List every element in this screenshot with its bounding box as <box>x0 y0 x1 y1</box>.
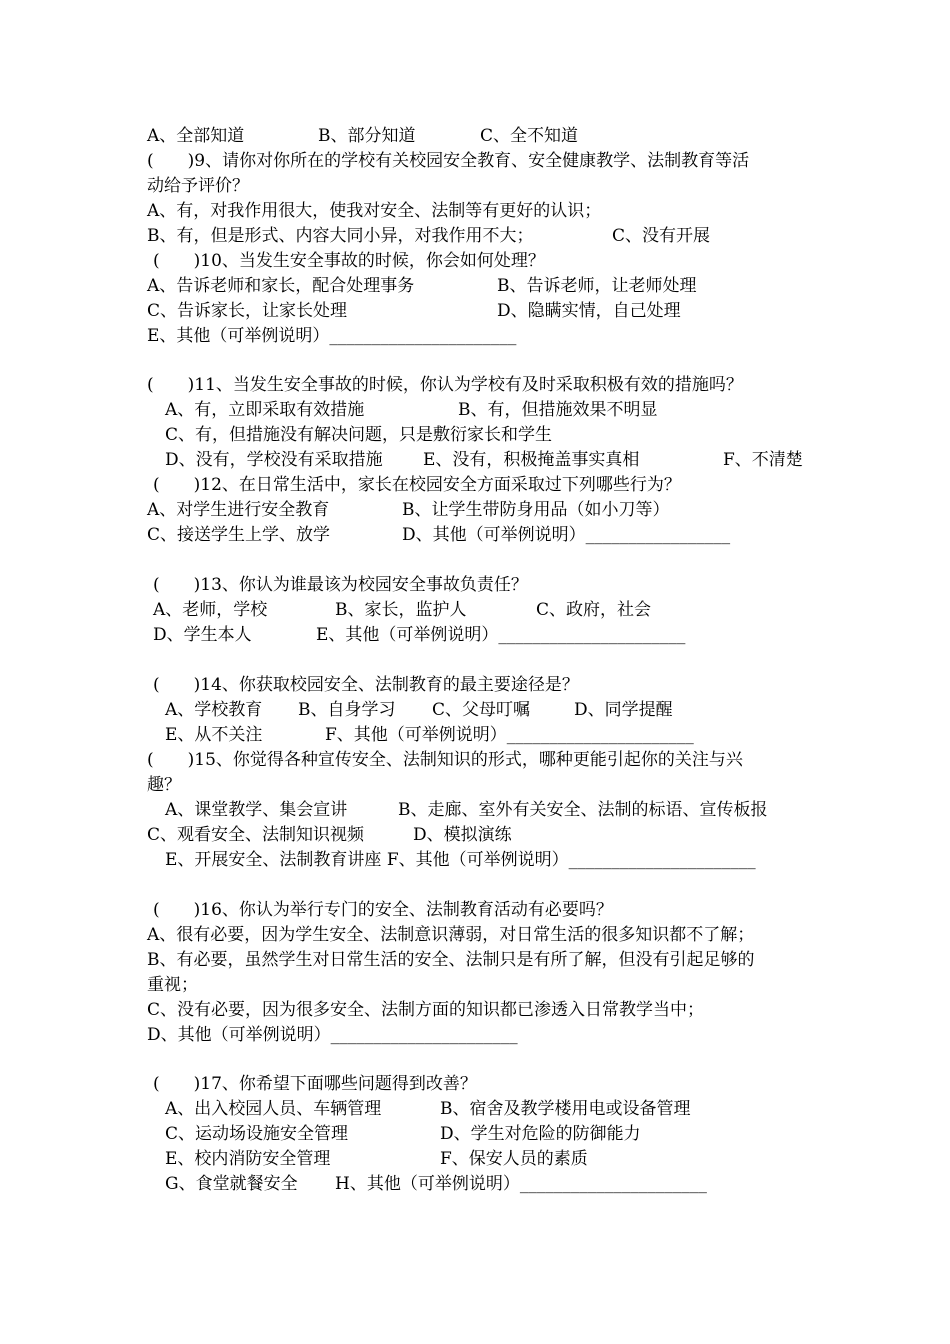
q11-option-b: B、有，但措施效果不明显 <box>458 400 658 420</box>
q17-options-cd-line <box>165 1122 641 1147</box>
q13-options-de-line <box>153 623 686 648</box>
q15-question-text-cont: 趣？ <box>147 775 181 795</box>
q8-option-a: A、全部知道 <box>147 126 245 146</box>
q12-options-ab-line <box>147 498 670 523</box>
q11-option-c: C、有，但措施没有解决问题，只是敷衍家长和学生 <box>165 425 553 445</box>
q16-option-d-line <box>147 1023 518 1048</box>
q16-option-b-cont <box>147 973 198 998</box>
q12-options-cd-line <box>147 523 731 548</box>
q17-options-gh-line <box>165 1172 707 1197</box>
q13-options-abc-line <box>153 598 652 623</box>
q15-question-cont <box>147 773 181 798</box>
q9-question <box>147 149 750 174</box>
q9-question-cont <box>147 174 249 199</box>
q17-option-e: E、校内消防安全管理 <box>165 1149 331 1169</box>
q12-option-c: C、接送学生上学、放学 <box>147 525 331 545</box>
q9-option-c: C、没有开展 <box>612 226 711 246</box>
q14-option-f: F、其他（可举例说明）______________________ <box>325 725 694 745</box>
q11-option-e: E、没有，积极掩盖事实真相 <box>423 450 640 470</box>
q16-option-b: B、有必要，虽然学生对日常生活的安全、法制只是有所了解，但没有引起足够的 <box>147 950 755 970</box>
q13-option-a: A、老师，学校 <box>153 600 268 620</box>
q13-question <box>153 573 528 598</box>
q9-option-a-line <box>147 199 602 224</box>
q11-option-a: A、有，立即采取有效措施 <box>165 400 365 420</box>
q10-option-a: A、告诉老师和家长，配合处理事务 <box>147 276 415 296</box>
q10-question <box>153 249 545 274</box>
q13-option-d: D、学生本人 <box>153 625 252 645</box>
q10-option-b: B、告诉老师，让老师处理 <box>497 276 697 296</box>
q15-option-d: D、模拟演练 <box>413 825 512 845</box>
q11-options-ab-line <box>165 398 658 423</box>
q16-option-d: D、其他（可举例说明）______________________ <box>147 1025 518 1045</box>
q17-option-g: G、食堂就餐安全 <box>165 1174 298 1194</box>
q11-option-f: F、不清楚 <box>723 450 803 470</box>
q10-option-e: E、其他（可举例说明）______________________ <box>147 326 517 346</box>
q17-question <box>153 1072 477 1097</box>
q14-option-e: E、从不关注 <box>165 725 263 745</box>
q14-option-a: A、学校教育 <box>165 700 263 720</box>
q12-option-d: D、其他（可举例说明）_________________ <box>402 525 731 545</box>
q16-option-a-line <box>147 923 755 948</box>
q17-option-b: B、宿舍及教学楼用电或设备管理 <box>440 1099 691 1119</box>
q11-question-text: ( )11、当发生安全事故的时候，你认为学校有及时采取积极有效的措施吗？ <box>147 375 743 395</box>
q14-options-ef-line <box>165 723 694 748</box>
q9-question-text: ( )9、请你对你所在的学校有关校园安全教育、安全健康教学、法制教育等活 <box>147 151 750 171</box>
q13-option-b: B、家长，监护人 <box>335 600 467 620</box>
q11-question <box>147 373 743 398</box>
q17-option-d: D、学生对危险的防御能力 <box>440 1124 641 1144</box>
q15-options-ab-line <box>165 798 768 823</box>
q11-options-def-line <box>165 448 803 473</box>
q10-options-ab-line <box>147 274 697 299</box>
q17-options-ef-line <box>165 1147 588 1172</box>
q17-option-c: C、运动场设施安全管理 <box>165 1124 349 1144</box>
q9-question-text-cont: 动给予评价？ <box>147 176 249 196</box>
q12-option-b: B、让学生带防身用品（如小刀等） <box>402 500 670 520</box>
q14-options-abcd-line <box>165 698 673 723</box>
q9-options-bc-line <box>147 224 711 249</box>
q11-option-c-line <box>165 423 553 448</box>
q15-option-b: B、走廊、室外有关安全、法制的标语、宣传板报 <box>398 800 768 820</box>
q14-option-c: C、父母叮嘱 <box>432 700 531 720</box>
q14-question <box>153 673 579 698</box>
q13-option-c: C、政府，社会 <box>536 600 652 620</box>
q17-option-f: F、保安人员的素质 <box>440 1149 588 1169</box>
q9-option-b: B、有，但是形式、内容大同小异，对我作用不大； <box>147 226 534 246</box>
q14-option-d: D、同学提醒 <box>574 700 673 720</box>
q8-option-b: B、部分知道 <box>318 126 416 146</box>
q12-option-a: A、对学生进行安全教育 <box>147 500 330 520</box>
q15-question-text: ( )15、你觉得各种宣传安全、法制知识的形式，哪种更能引起你的关注与兴 <box>147 750 743 770</box>
q17-option-h: H、其他（可举例说明）______________________ <box>335 1174 707 1194</box>
q16-option-c: C、没有必要，因为很多安全、法制方面的知识都已渗透入日常教学当中； <box>147 1000 705 1020</box>
q10-options-cd-line <box>147 299 681 324</box>
q15-option-c: C、观看安全、法制知识视频 <box>147 825 365 845</box>
q10-option-e-line <box>147 324 517 349</box>
q12-question-text: ( )12、在日常生活中，家长在校园安全方面采取过下列哪些行为？ <box>153 475 681 495</box>
q16-question-text: ( )16、你认为举行专门的安全、法制教育活动有必要吗？ <box>153 900 613 920</box>
q8-option-c: C、全不知道 <box>480 126 579 146</box>
q10-question-text: ( )10、当发生安全事故的时候，你会如何处理？ <box>153 251 545 271</box>
q16-option-a: A、很有必要，因为学生安全、法制意识薄弱，对日常生活的很多知识都不了解； <box>147 925 755 945</box>
q14-option-b: B、自身学习 <box>298 700 396 720</box>
q16-question <box>153 898 613 923</box>
q15-question <box>147 748 743 773</box>
q11-option-d: D、没有，学校没有采取措施 <box>165 450 383 470</box>
q17-question-text: ( )17、你希望下面哪些问题得到改善？ <box>153 1074 477 1094</box>
q15-options-e-f: E、开展安全、法制教育讲座 F、其他（可举例说明）______________________ <box>165 850 756 870</box>
q17-options-ab-line <box>165 1097 691 1122</box>
q13-question-text: ( )13、你认为谁最该为校园安全事故负责任？ <box>153 575 528 595</box>
q8-options-line <box>147 124 579 149</box>
q15-option-a: A、课堂教学、集会宣讲 <box>165 800 348 820</box>
q17-option-a: A、出入校园人员、车辆管理 <box>165 1099 382 1119</box>
q13-option-e: E、其他（可举例说明）______________________ <box>316 625 686 645</box>
q16-option-b-text-cont: 重视； <box>147 975 198 995</box>
q15-options-cd-line <box>147 823 512 848</box>
q12-question <box>153 473 681 498</box>
q10-option-c: C、告诉家长，让家长处理 <box>147 301 348 321</box>
q15-options-ef-line <box>165 848 756 873</box>
q16-option-b-line <box>147 948 755 973</box>
q16-option-c-line <box>147 998 705 1023</box>
q9-option-a: A、有，对我作用很大，使我对安全、法制等有更好的认识； <box>147 201 602 221</box>
q14-question-text: ( )14、你获取校园安全、法制教育的最主要途径是？ <box>153 675 579 695</box>
q10-option-d: D、隐瞒实情，自己处理 <box>497 301 681 321</box>
